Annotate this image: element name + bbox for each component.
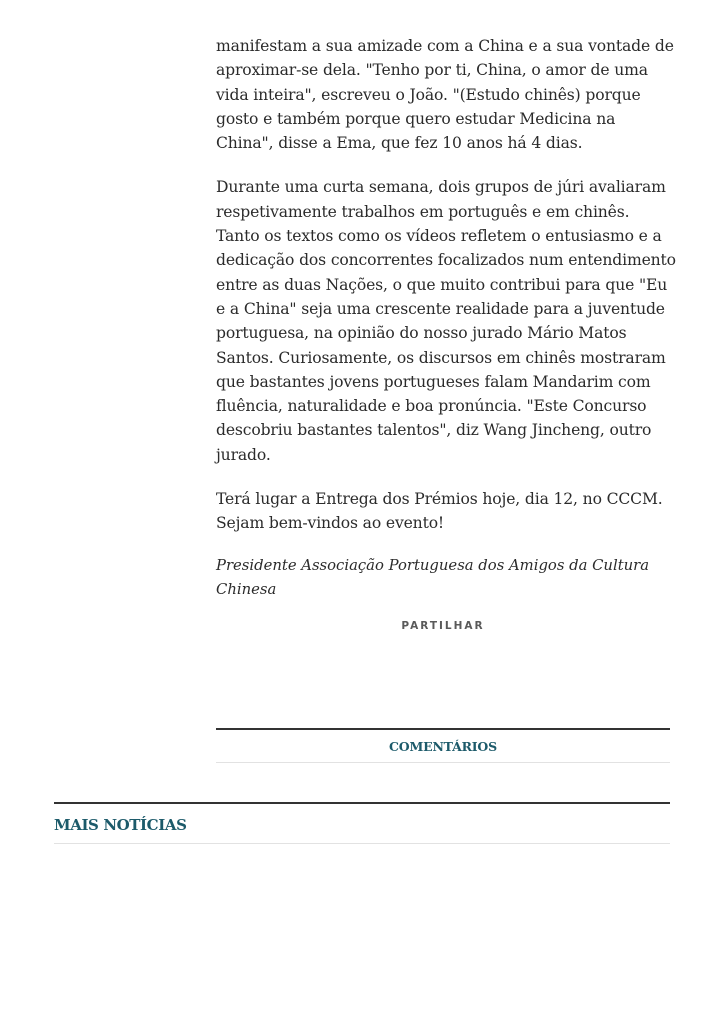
more-news-divider <box>54 843 670 844</box>
comments-toggle[interactable]: COMENTÁRIOS <box>389 739 497 754</box>
article-paragraph-1: manifestam a sua amizade com a China e a sua vontade de aproximar-se dela. "Tenho por ti, China, o amor de uma vida inteira", escreveu o João. "(Estudo chinês) porque gosto e também porque quero estudar Medicina na China", disse a Ema, que fez 10 anos há 4 dias. <box>216 37 674 153</box>
comments-divider <box>216 762 670 763</box>
share-button[interactable]: PARTILHAR <box>401 620 485 632</box>
article-paragraph-3: Terá lugar a Entrega dos Prémios hoje, dia 12, no CCCM. Sejam bem-vindos ao evento! <box>216 490 663 533</box>
more-news-heading: MAIS NOTÍCIAS <box>54 816 187 834</box>
article-body <box>216 34 676 602</box>
author-signature: Presidente Associação Portuguesa dos Amigos da Cultura Chinesa <box>216 556 650 598</box>
more-news-section <box>54 802 670 844</box>
comments-section <box>216 728 670 763</box>
article-paragraph-2: Durante uma curta semana, dois grupos de júri avaliaram respetivamente trabalhos em português e em chinês. Tanto os textos como os vídeos refletem o entusiasmo e a dedicação dos concorrentes focalizados num entendimento entre as duas Nações, o que muito contribui para que "Eu e a China" seja uma crescente realidade para a juventude portuguesa, na opinião do nosso jurado Mário Matos Santos. Curiosamente, os discursos em chinês mostraram que bastantes jovens portugueses falam Mandarim com fluência, naturalidade e boa pronúncia. "Este Concurso descobriu bastantes talentos", diz Wang Jincheng, outro jurado. <box>216 178 676 464</box>
